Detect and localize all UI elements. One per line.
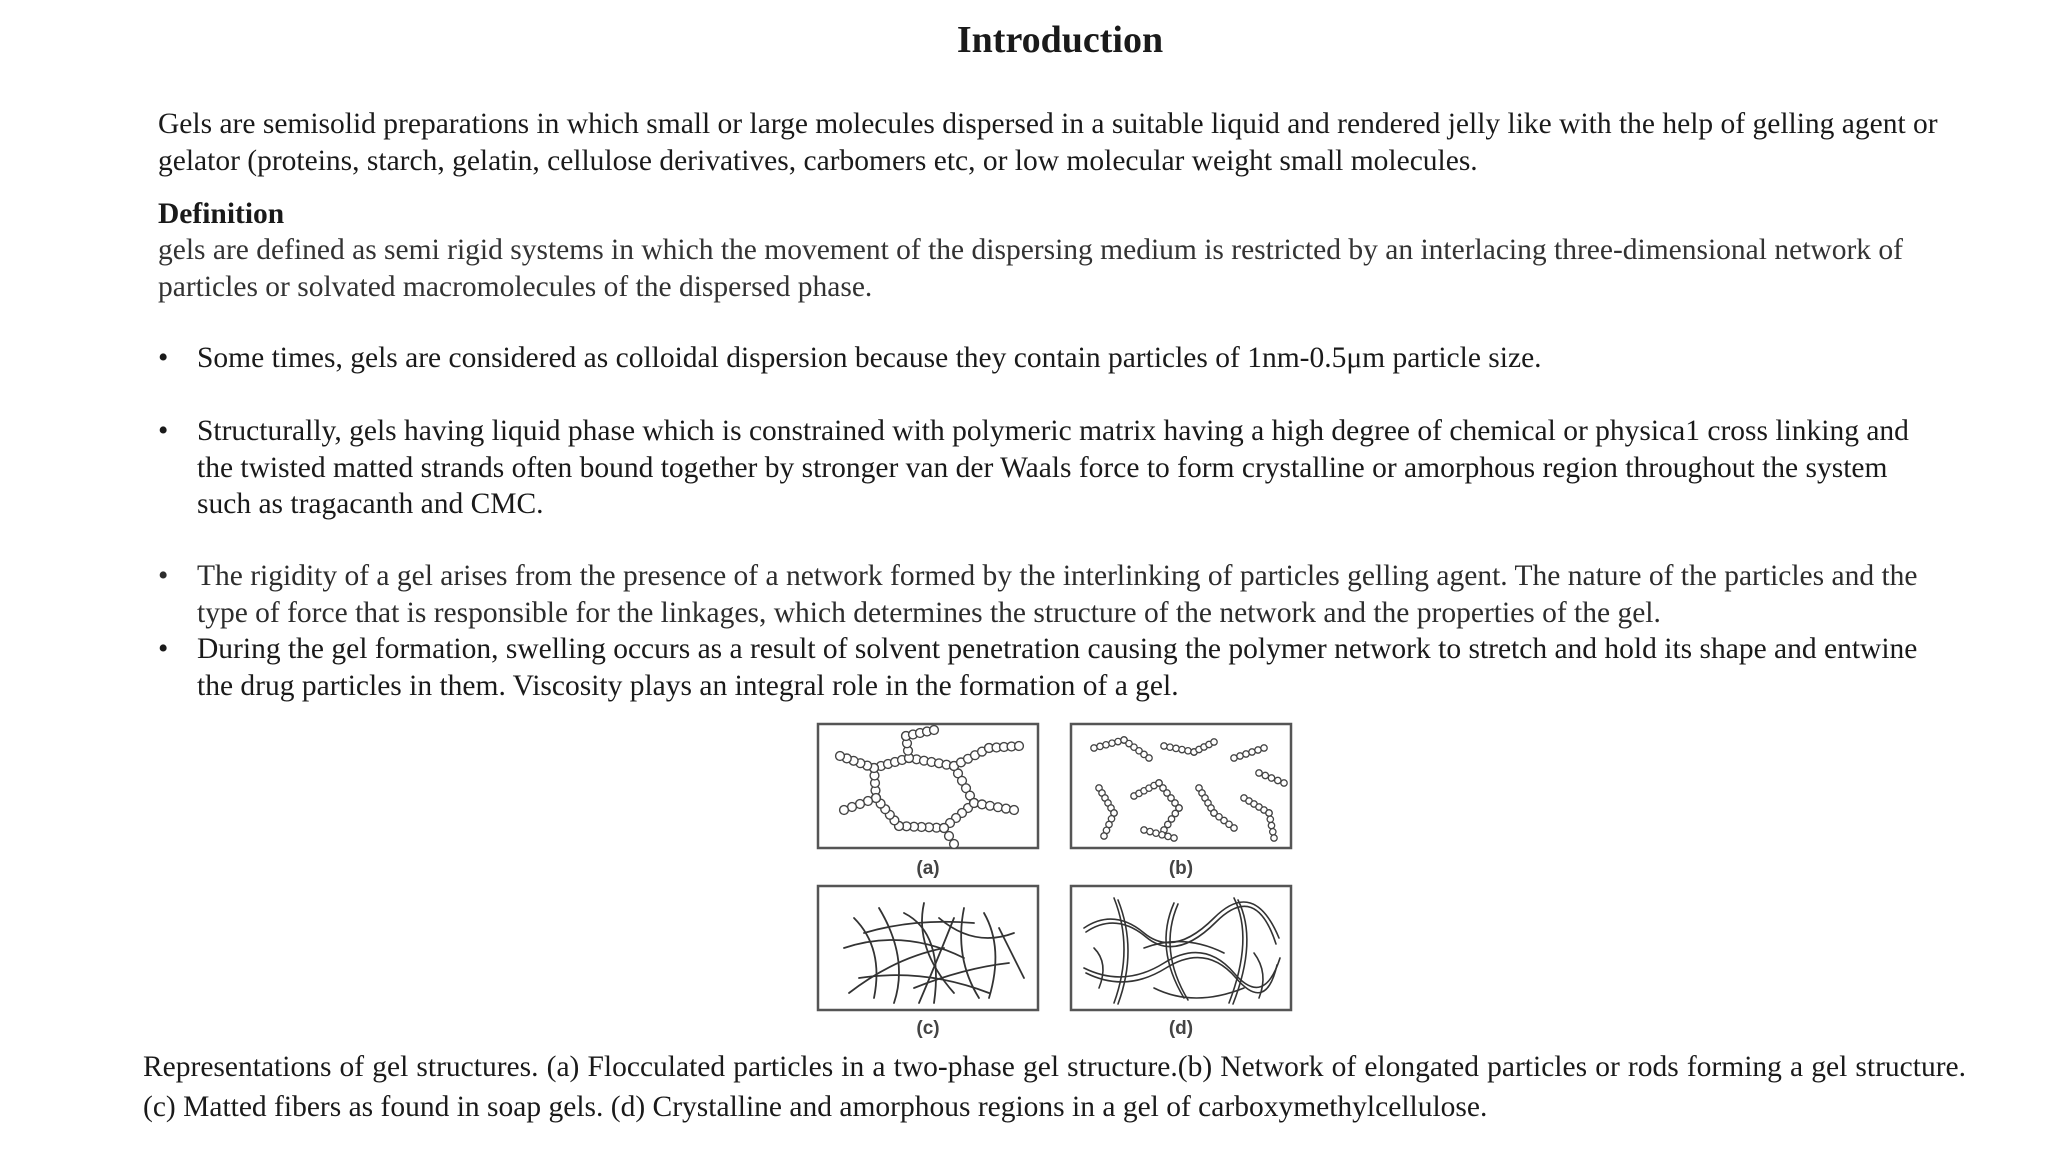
page-title: Introduction [956,19,1164,61]
bullet-item [158,631,1938,704]
figure-caption: Representations of gel structures. (a) Flocculated particles in a two-phase gel structure.(b) Network of elongated particles or rods forming a gel structure. (c) Matted fibers as found in soap gels. (d) Crystalline and amorphous regions in a gel of carboxymethylcellulose. [143,1051,1966,1123]
panel-label-d: (d) [1168,1018,1194,1039]
bullet-item [158,340,1938,377]
intro-paragraph: Gels are semisolid preparations in which small or large molecules dispersed in a suitable liquid and rendered jelly like with the help of gelling agent or gelator (proteins, starch, gelatin, cellulose derivatives, carbomers etc, or low molecular weight small molecules. [158,108,1938,177]
panel-label-a: (a) [916,858,940,879]
panel-c-drawing [818,886,1038,1010]
bullet-text: The rigidity of a gel arises from the presence of a network formed by the interlinking of particles gelling agent. The nature of the particles and the type of force that is responsible for the linkages, which determines the structure of the network and the properties of the gel. [197,560,1918,629]
panel-a-drawing [818,724,1038,848]
panel-b-drawing [1071,724,1291,848]
bullet-icon: • [158,342,169,374]
bullet-text: During the gel formation, swelling occurs as a result of solvent penetration causing the polymer network to stretch and hold its shape and entwine the drug particles in them. Viscosity plays an integral role in the formation of a gel. [197,633,1918,702]
bullet-item [158,413,1938,523]
definition-heading: Definition [158,198,285,230]
panel-label-b: (b) [1168,858,1194,879]
bullet-text: Some times, gels are considered as colloidal dispersion because they contain particles of 1nm-0.5μm particle size. [197,342,1542,374]
definition-text: gels are defined as semi rigid systems in which the movement of the dispersing medium is restricted by an interlacing three-dimensional network of particles or solvated macromolecules of the dispersed phase. [158,234,1903,303]
bullet-icon: • [158,415,169,447]
bullet-text: Structurally, gels having liquid phase which is constrained with polymeric matrix having a high degree of chemical or physica1 cross linking and the twisted matted strands often bound together by stronger van der Waals force to form crystalline or amorphous region throughout the system such as tragacanth and CMC. [197,415,1909,520]
bullet-icon: • [158,560,169,592]
bullet-item [158,558,1938,631]
bullet-icon: • [158,633,169,665]
panel-label-c: (c) [916,1018,940,1039]
gel-structures-figure [814,718,1298,1040]
panel-d-drawing [1071,886,1291,1010]
